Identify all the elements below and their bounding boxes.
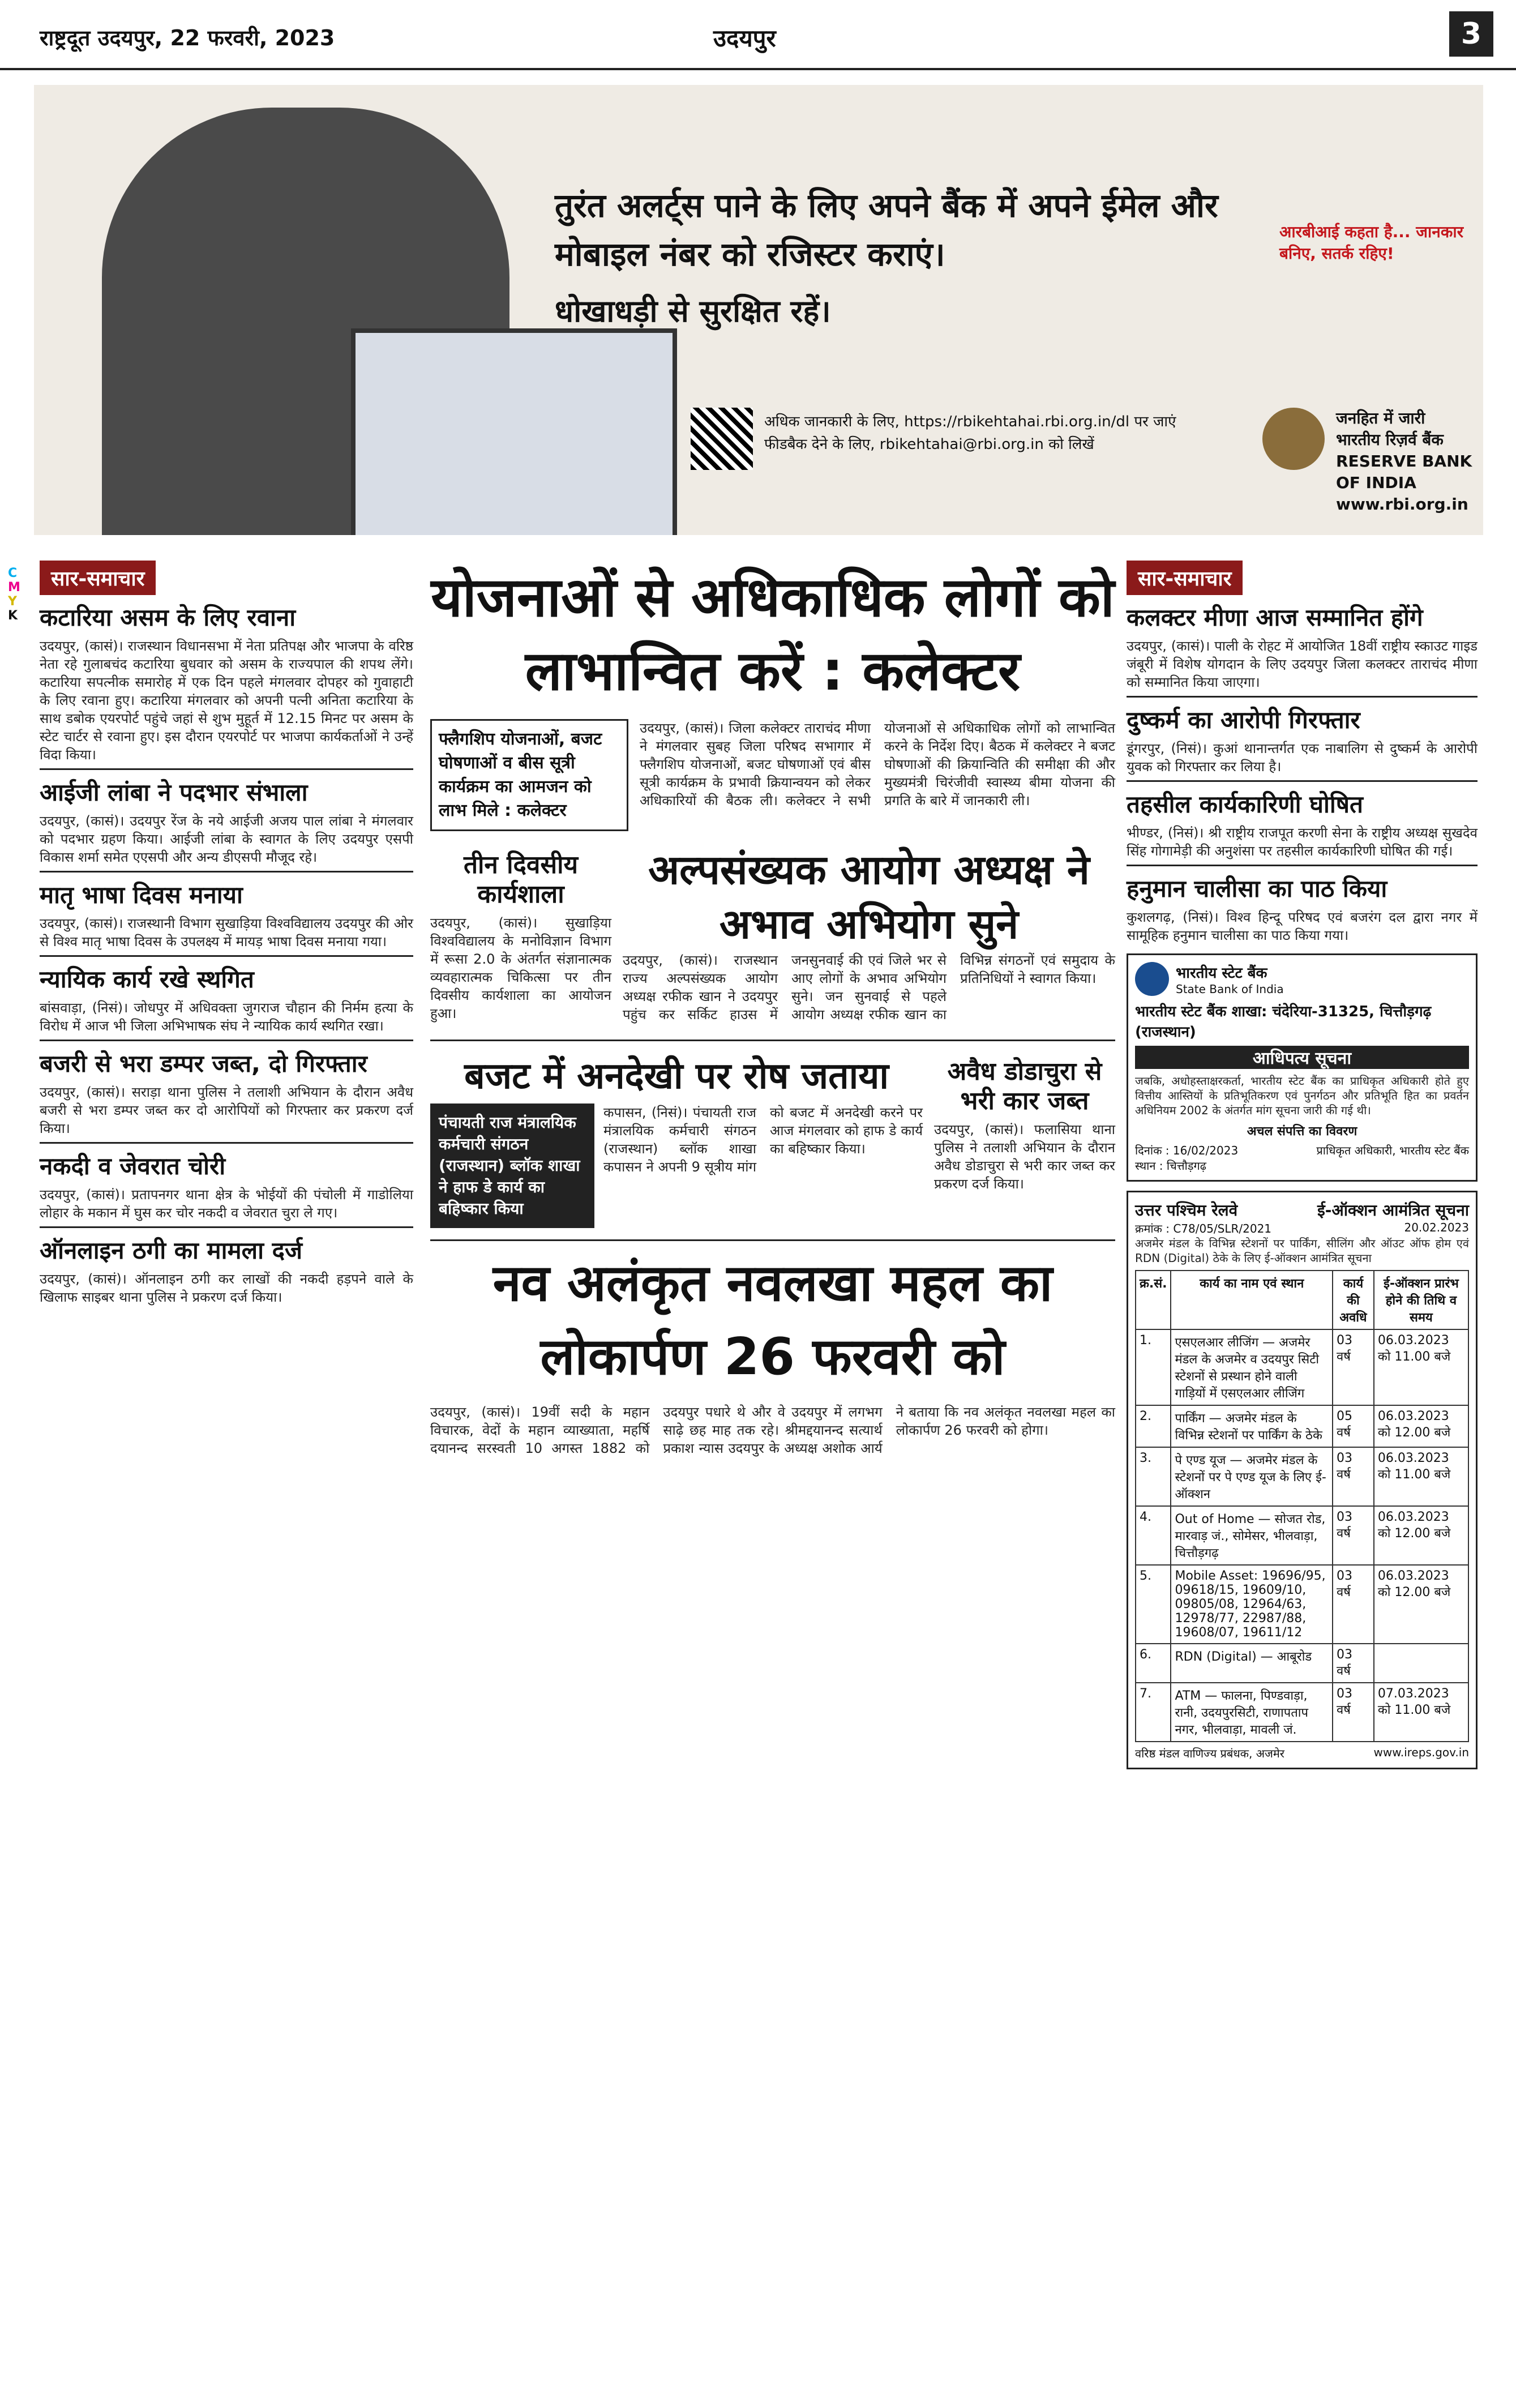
cmyk-marks-left <box>8 566 20 623</box>
table-row <box>1136 1405 1468 1447</box>
budget-highlight-box: पंचायती राज मंत्रालयिक कर्मचारी संगठन (राजस्थान) ब्लॉक शाखा ने हाफ डे कार्य का बहिष्कार किया <box>430 1104 594 1228</box>
railway-website[interactable]: www.ireps.gov.in <box>1373 1746 1469 1759</box>
dodachura-headline: अवैध डोडाचुरा से भरी कार जब्त <box>947 1057 1102 1115</box>
sbi-place: स्थान : चित्तौड़गढ़ <box>1135 1159 1206 1173</box>
sbi-logo-icon <box>1135 962 1169 996</box>
sbi-body: जबकि, अधोहस्ताक्षरकर्ता, भारतीय स्टेट बैंक का प्राधिकृत अधिकारी होते हुए वित्तीय आस्तियों के प्रतिभूतिकरण एवं पुनर्गठन और प्रतिभूति हित का प्रवर्तन अधिनियम 2002 के अंतर्गत मांग सूचना जारी की गई थी। <box>1135 1074 1469 1117</box>
railway-footer: वरिष्ठ मंडल वाणिज्य प्रबंधक, अजमेर <box>1135 1747 1284 1760</box>
news-body: उदयपुर, (कासं)। प्रतापनगर थाना क्षेत्र के भोईयों की पंचोली में गाडोलिया लोहार के मकान में घुस कर चोर नकदी व जेवरात चुरा ले गए। <box>40 1187 413 1221</box>
cell-date: 06.03.2023 को 12.00 बजे <box>1374 1565 1468 1644</box>
ad-subheadline: धोखाधड़ी से सुरक्षित रहें। <box>555 293 831 329</box>
cell-date: 06.03.2023 को 11.00 बजे <box>1374 1447 1468 1506</box>
sbi-date: दिनांक : 16/02/2023 <box>1135 1144 1239 1157</box>
cell-no: 4. <box>1136 1506 1171 1565</box>
right-news-item <box>1127 603 1478 691</box>
railway-notice-date: 20.02.2023 <box>1404 1221 1469 1234</box>
cell-term: 03 वर्ष <box>1333 1644 1374 1683</box>
cell-name: पार्किंग — अजमेर मंडल के विभिन्न स्टेशनों पर पार्किंग के ठेके <box>1171 1405 1333 1447</box>
news-body: उदयपुर, (कासं)। राजस्थान विधानसभा में नेता प्रतिपक्ष और भाजपा के वरिष्ठ नेता रहे गुलाबचंद कटारिया बुधवार को असम के राज्यपाल की शपथ लेंगे। कटारिया सपत्नीक समारोह में एक दिन पहले मंगलवार दोपहर को गुवाहाटी के लिए रवाना हुए। कटारिया मंगलवार को अपनी पत्नी अनिता कटारिया के साथ डबोक एयरपोर्ट पहुंचे जहां से शुभ मुहूर्त में 12.15 मिनट पर असम के स्टेट चार्टर से रवाना हुए। इस दौरान एयरपोर्ट पर भाजपा कार्यकर्ताओं ने उन्हें विदा किया। <box>40 638 413 763</box>
cell-no: 5. <box>1136 1565 1171 1644</box>
cell-no: 7. <box>1136 1683 1171 1742</box>
table-row <box>1136 1506 1468 1565</box>
budget-body: कपासन, (निसं)। पंचायती राज मंत्रालयिक कर्मचारी संगठन (राजस्थान) ब्लॉक शाखा कपासन ने अपनी 9 सूत्रीय मांग को बजट में अनदेखी करने पर आज मंगलवार को हाफ डे कार्य का बहिष्कार किया। <box>603 1105 923 1175</box>
news-headline: कलक्टर मीणा आज सम्मानित होंगे <box>1127 604 1423 631</box>
minority-headline: अल्पसंख्यक आयोग अध्यक्ष ने अभाव अभियोग सुने <box>648 846 1090 948</box>
right-news-item <box>1127 705 1478 776</box>
city-name: उदयपुर <box>713 24 776 52</box>
news-body: भीण्डर, (निसं)। श्री राष्ट्रीय राजपूत करणी सेना के राष्ट्रीय अध्यक्ष सुखदेव सिंह गोगामेड़ी की अनुशंसा पर तहसील कार्यकारिणी घोषित की गई। <box>1127 825 1478 859</box>
issuer-line-1: जनहित में जारी <box>1336 409 1425 427</box>
left-news-item <box>40 603 413 764</box>
workshop-item <box>430 842 611 1028</box>
railway-notice-no: क्रमांक : C78/05/SLR/2021 <box>1135 1222 1272 1235</box>
cell-name: एसएलआर लीजिंग — अजमेर मंडल के अजमेर व उदयपुर सिटी स्टेशनों से प्रस्थान होने वाली गाड़ियों में एसएलआर लीजिंग <box>1171 1329 1333 1405</box>
issuer-line-4[interactable]: www.rbi.org.in <box>1336 495 1468 514</box>
dodachura-body: उदयपुर, (कासं)। फलासिया थाना पुलिस ने तलाशी अभियान के दौरान अवैध डोडाचुरा से भरी कार जब्त कर प्रकरण दर्ज किया। <box>934 1122 1115 1192</box>
cell-date: 06.03.2023 को 11.00 बजे <box>1374 1329 1468 1405</box>
sbi-branch: भारतीय स्टेट बैंक शाखा: चंदेरिया-31325, चित्तौड़गढ़ (राजस्थान) <box>1135 1003 1432 1041</box>
railway-table <box>1135 1270 1469 1742</box>
news-headline: मातृ भाषा दिवस मनाया <box>40 881 243 909</box>
rbi-advertisement[interactable] <box>34 85 1483 535</box>
cell-term: 03 वर्ष <box>1333 1683 1374 1742</box>
rbi-issuer <box>1336 408 1483 515</box>
news-body: उदयपुर, (कासं)। ऑनलाइन ठगी कर लाखों की नकदी हड़पने वाले के खिलाफ साइबर थाना पुलिस ने प्रकरण दर्ज किया। <box>40 1271 413 1305</box>
workshop-headline: तीन दिवसीय कार्यशाला <box>463 850 579 909</box>
col-header: क्र.सं. <box>1136 1271 1171 1329</box>
sbi-brand: भारतीय स्टेट बैंक <box>1176 965 1267 982</box>
cell-name: Mobile Asset: 19696/95, 09618/15, 19609/10, 09805/08, 12964/63, 12978/77, 22987/88, 19608/07, 19611/12 <box>1171 1565 1333 1644</box>
news-body: उदयपुर, (कासं)। राजस्थानी विभाग सुखाड़िया विश्वविद्यालय उदयपुर की ओर से विश्व मातृ भाषा दिवस के उपलक्ष्य में मायड़ भाषा दिवस मनाया गया। <box>40 916 413 949</box>
cell-name: RDN (Digital) — आबूरोड <box>1171 1644 1333 1683</box>
navlakha-body: उदयपुर, (कासं)। 19वीं सदी के महान विचारक, वेदों के महान व्याख्याता, महर्षि दयानन्द सरस्वती 10 अगस्त 1882 को उदयपुर पधारे थे और वे उदयपुर में लगभग साढ़े छह माह तक रहे। श्रीमद्दयानन्द सत्यार्थ प्रकाश न्यास उदयपुर के अध्यक्ष अशोक आर्य ने बताया कि नव अलंकृत नवलखा महल का लोकार्पण 26 फरवरी को होगा। <box>430 1404 1115 1456</box>
news-headline: न्यायिक कार्य रखे स्थगित <box>40 965 254 993</box>
col-header: ई-ऑक्शन प्रारंभ होने की तिथि व समय <box>1374 1271 1468 1329</box>
cell-no: 6. <box>1136 1644 1171 1683</box>
center-column <box>430 561 1115 1462</box>
sbi-schedule: अचल संपत्ति का विवरण <box>1247 1124 1357 1139</box>
col-header: कार्य की अवधि <box>1333 1271 1374 1329</box>
cell-date: 07.03.2023 को 11.00 बजे <box>1374 1683 1468 1742</box>
cmyk-y: Y <box>8 594 17 609</box>
news-headline: तहसील कार्यकारिणी घोषित <box>1127 790 1363 818</box>
news-headline: बजरी से भरा डम्पर जब्त, दो गिरफ्तार <box>40 1050 367 1077</box>
sbi-notice <box>1127 953 1478 1182</box>
news-body: कुशलगढ़, (निसं)। विश्व हिन्दू परिषद एवं बजरंग दल द्वारा नगर में सामूहिक हनुमान चालीसा का पाठ किया गया। <box>1127 909 1478 943</box>
ad-info-line-2: फीडबैक देने के लिए, rbikehtahai@rbi.org.in को लिखें <box>764 436 1094 453</box>
cell-no: 3. <box>1136 1447 1171 1506</box>
left-news-item <box>40 880 413 951</box>
railway-intro: अजमेर मंडल के विभिन्न स्टेशनों पर पार्किंग, सीलिंग और ऑउट ऑफ होम एवं RDN (Digital) ठेके के लिए ई-ऑक्शन आमंत्रित सूचना <box>1135 1237 1469 1265</box>
right-column <box>1127 561 1478 1769</box>
ad-cartoon-bubble: आरबीआई कहता है... जानकार बनिए, सतर्क रहिए! <box>1279 223 1464 263</box>
qr-code-icon[interactable] <box>691 408 753 470</box>
news-headline: ऑनलाइन ठगी का मामला दर्ज <box>40 1237 303 1264</box>
navlakha-headline: नव अलंकृत नवलखा महल का लोकार्पण 26 फरवरी को <box>493 1254 1053 1387</box>
sbi-brand-en: State Bank of India <box>1176 982 1284 996</box>
left-column <box>40 561 413 1311</box>
left-news-item <box>40 778 413 866</box>
table-row <box>1136 1644 1468 1683</box>
lead-headline: योजनाओं से अधिकाधिक लोगों को लाभान्वित करें : कलेक्टर <box>431 566 1115 703</box>
news-body: उदयपुर, (कासं)। पाली के रोहट में आयोजित 18वीं राष्ट्रीय स्काउट गाइड जंबूरी में विशेष योगदान के लिए उदयपुर जिला कलक्टर ताराचंद मीणा को सम्मानित किया जाएगा। <box>1127 638 1478 690</box>
news-headline: नकदी व जेवरात चोरी <box>40 1152 226 1180</box>
news-headline: कटारिया असम के लिए रवाना <box>40 604 296 631</box>
cell-name: पे एण्ड यूज — अजमेर मंडल के स्टेशनों पर पे एण्ड यूज के लिए ई-ऑक्शन <box>1171 1447 1333 1506</box>
railway-title: उत्तर पश्चिम रेलवे <box>1135 1201 1238 1220</box>
ad-info-line-1: अधिक जानकारी के लिए, https://rbikehtahai.rbi.org.in/dl पर जाएं <box>764 413 1176 430</box>
railway-notice <box>1127 1191 1478 1769</box>
cell-term: 03 वर्ष <box>1333 1329 1374 1405</box>
rbi-seal-icon <box>1262 408 1325 470</box>
cell-term: 05 वर्ष <box>1333 1405 1374 1447</box>
minority-item <box>623 842 1115 1028</box>
issuer-line-3: RESERVE BANK OF INDIA <box>1336 452 1472 492</box>
sbi-notice-title: आधिपत्य सूचना <box>1135 1046 1469 1069</box>
ad-info <box>764 410 1274 456</box>
budget-headline: बजट में अनदेखी पर रोष जताया <box>464 1055 889 1097</box>
date-line: राष्ट्रदूत उदयपुर, 22 फरवरी, 2023 <box>40 25 335 50</box>
cell-term: 03 वर्ष <box>1333 1447 1374 1506</box>
budget-item <box>430 1049 923 1228</box>
cell-date: 06.03.2023 को 12.00 बजे <box>1374 1506 1468 1565</box>
news-headline: दुष्कर्म का आरोपी गिरफ्तार <box>1127 706 1360 734</box>
news-body: उदयपुर, (कासं)। उदयपुर रेंज के नये आईजी अजय पाल लांबा ने मंगलवार को पदभार ग्रहण किया। आईजी लांबा के स्वागत के लिए उदयपुर एसपी विकास शर्मा समेत एएसपी और अन्य डीएसपी मौजूद रहे। <box>40 813 413 865</box>
left-news-item <box>40 1236 413 1306</box>
workshop-body: उदयपुर, (कासं)। सुखाड़िया विश्वविद्यालय के मनोविज्ञान विभाग में रूसा 2.0 के अंतर्गत संज्ञानात्मक व्यवहारात्मक चिकित्सा पर तीन दिवसीय कार्यशाला का आयोजन हुआ। <box>430 915 611 1021</box>
right-news-item <box>1127 790 1478 860</box>
sbi-officer: प्राधिकृत अधिकारी, भारतीय स्टेट बैंक <box>1316 1144 1469 1157</box>
cell-name: Out of Home — सोजत रोड, मारवाड़ जं., सोमेसर, भीलवाड़ा, चित्तौड़गढ़ <box>1171 1506 1333 1565</box>
cmyk-k: K <box>8 609 18 623</box>
minority-body: उदयपुर, (कासं)। राजस्थान राज्य अल्पसंख्यक आयोग अध्यक्ष रफीक खान ने उदयपुर पहुंच कर सर्किट हाउस में जनसुनवाई की एवं जिले भर से आए लोगों के अभाव अभियोग सुने। जन सुनवाई से पहले आयोग अध्यक्ष रफीक खान का विभिन्न संगठनों एवं समुदाय के प्रतिनिधियों ने स्वागत किया। <box>623 952 1115 1023</box>
left-news-item <box>40 1049 413 1137</box>
news-headline: आईजी लांबा ने पदभार संभाला <box>40 779 308 806</box>
cell-date: 06.03.2023 को 12.00 बजे <box>1374 1405 1468 1447</box>
col-header: कार्य का नाम एवं स्थान <box>1171 1271 1333 1329</box>
section-tab-left: सार-समाचार <box>40 561 156 595</box>
right-news-item <box>1127 874 1478 944</box>
cell-no: 1. <box>1136 1329 1171 1405</box>
table-row <box>1136 1683 1468 1742</box>
dodachura-item <box>934 1049 1115 1228</box>
news-body: डूंगरपुर, (निसं)। कुआं थानान्तर्गत एक नाबालिग से दुष्कर्म के आरोपी युवक को गिरफ्तार कर लिया है। <box>1127 741 1478 775</box>
cell-date <box>1374 1644 1468 1683</box>
ad-headline: तुरंत अलर्ट्स पाने के लिए अपने बैंक में अपने ईमेल और मोबाइल नंबर को रजिस्टर कराएं। <box>555 186 1218 273</box>
cell-name: ATM — फालना, पिण्डवाड़ा, रानी, उदयपुरसिटी, राणापताप नगर, भीलवाड़ा, मावली जं. <box>1171 1683 1333 1742</box>
cell-term: 03 वर्ष <box>1333 1565 1374 1644</box>
lead-highlight-box: फ्लैगशिप योजनाओं, बजट घोषणाओं व बीस सूत्री कार्यक्रम का आमजन को लाभ मिले : कलेक्टर <box>430 719 628 831</box>
lead-body: उदयपुर, (कासं)। जिला कलेक्टर ताराचंद मीणा ने मंगलवार सुबह जिला परिषद सभागार में फ्लैगशिप योजनाओं, बजट घोषणाओं एवं बीस सूत्री कार्यक्रम के प्रभावी क्रियान्वयन को लेकर अधिकारियों की बैठक ली। कलेक्टर ने सभी योजनाओं से अधिकाधिक लोगों को लाभान्वित करने के निर्देश दिए। बैठक में कलेक्टर ने बजट घोषणाओं की क्रियान्विति की समीक्षा की और मुख्यमंत्री चिरंजीवी स्वास्थ्य बीमा योजना की प्रगति के बारे में जानकारी ली। <box>640 720 1115 809</box>
news-headline: हनुमान चालीसा का पाठ किया <box>1127 875 1387 903</box>
news-body: उदयपुर, (कासं)। सराड़ा थाना पुलिस ने तलाशी अभियान के दौरान अवैध बजरी से भरा डम्पर जब्त कर दो आरोपियों को गिरफ्तार कर प्रकरण दर्ज किया। <box>40 1084 413 1136</box>
cell-term: 03 वर्ष <box>1333 1506 1374 1565</box>
table-row <box>1136 1565 1468 1644</box>
page-number: 3 <box>1449 11 1493 57</box>
left-news-item <box>40 965 413 1035</box>
masthead <box>0 0 1516 70</box>
laptop-illustration <box>351 328 677 535</box>
news-body: बांसवाड़ा, (निसं)। जोधपुर में अधिवक्ता जुगराज चौहान की निर्मम हत्या के विरोध में आज भी जिला अभिभाषक संघ ने न्यायिक कार्य स्थगित रखा। <box>40 1000 413 1034</box>
issuer-line-2: भारतीय रिज़र्व बैंक <box>1336 430 1444 449</box>
left-news-item <box>40 1152 413 1222</box>
cell-no: 2. <box>1136 1405 1171 1447</box>
table-row <box>1136 1447 1468 1506</box>
table-row <box>1136 1329 1468 1405</box>
railway-notice-title: ई-ऑक्शन आमंत्रित सूचना <box>1317 1201 1469 1220</box>
cmyk-c: C <box>8 566 18 580</box>
section-tab-right: सार-समाचार <box>1127 561 1243 595</box>
cmyk-m: M <box>8 580 20 594</box>
